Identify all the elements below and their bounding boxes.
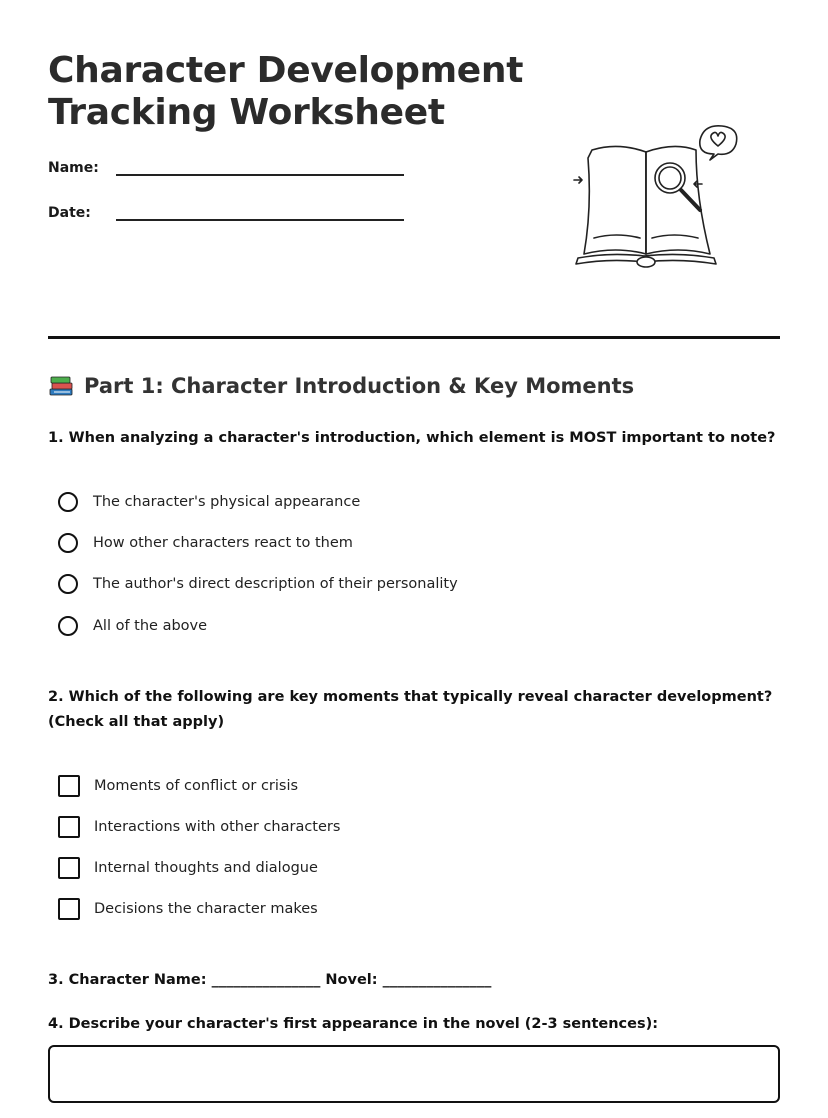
option-label: Decisions the character makes [94,901,318,917]
option-label: Moments of conflict or crisis [94,778,299,794]
name-line[interactable] [116,174,404,176]
option-label: All of the above [93,618,208,634]
radio-button[interactable] [58,533,78,553]
radio-button[interactable] [58,492,78,512]
checkbox[interactable] [58,816,80,838]
q1-option-4[interactable] [58,616,207,636]
q1-option-3[interactable] [58,574,458,594]
q2-option-4[interactable] [58,898,318,920]
radio-button[interactable] [58,574,78,594]
question-3: 3. Character Name: _______________ Novel: _______________ [48,972,492,988]
checkbox[interactable] [58,857,80,879]
open-book-with-magnifier-and-heart-icon [570,118,742,272]
answer-box[interactable] [48,1045,780,1103]
option-label: Interactions with other characters [94,819,341,835]
checkbox[interactable] [58,898,80,920]
name-label: Name: [48,160,99,176]
question-1: 1. When analyzing a character's introduction, which element is MOST important to note? [48,430,776,446]
option-label: How other characters react to them [93,535,353,551]
part-1-title-text: Part 1: Character Introduction & Key Moments [84,374,635,398]
q1-option-2[interactable] [58,533,353,553]
title-line-1: Character Development [48,50,524,91]
option-label: Internal thoughts and dialogue [94,860,318,876]
part-1-title [48,374,634,398]
books-icon [48,374,74,398]
title-line-2: Tracking Worksheet [48,92,445,133]
question-2: 2. Which of the following are key moments that typically reveal character development? (Check all that apply) [48,689,773,730]
date-line[interactable] [116,219,404,221]
q2-option-3[interactable] [58,857,318,879]
question-4: 4. Describe your character's first appearance in the novel (2-3 sentences): [48,1016,659,1032]
q1-option-1[interactable] [58,492,360,512]
page-title [48,50,523,134]
q2-option-2[interactable] [58,816,340,838]
q2-option-1[interactable] [58,775,298,797]
section-divider [48,336,780,339]
worksheet-page [48,0,780,1118]
date-field[interactable] [48,205,91,221]
option-label: The author's direct description of their personality [93,576,458,592]
date-label: Date: [48,205,91,221]
radio-button[interactable] [58,616,78,636]
checkbox[interactable] [58,775,80,797]
option-label: The character's physical appearance [93,494,361,510]
name-field[interactable] [48,160,99,176]
